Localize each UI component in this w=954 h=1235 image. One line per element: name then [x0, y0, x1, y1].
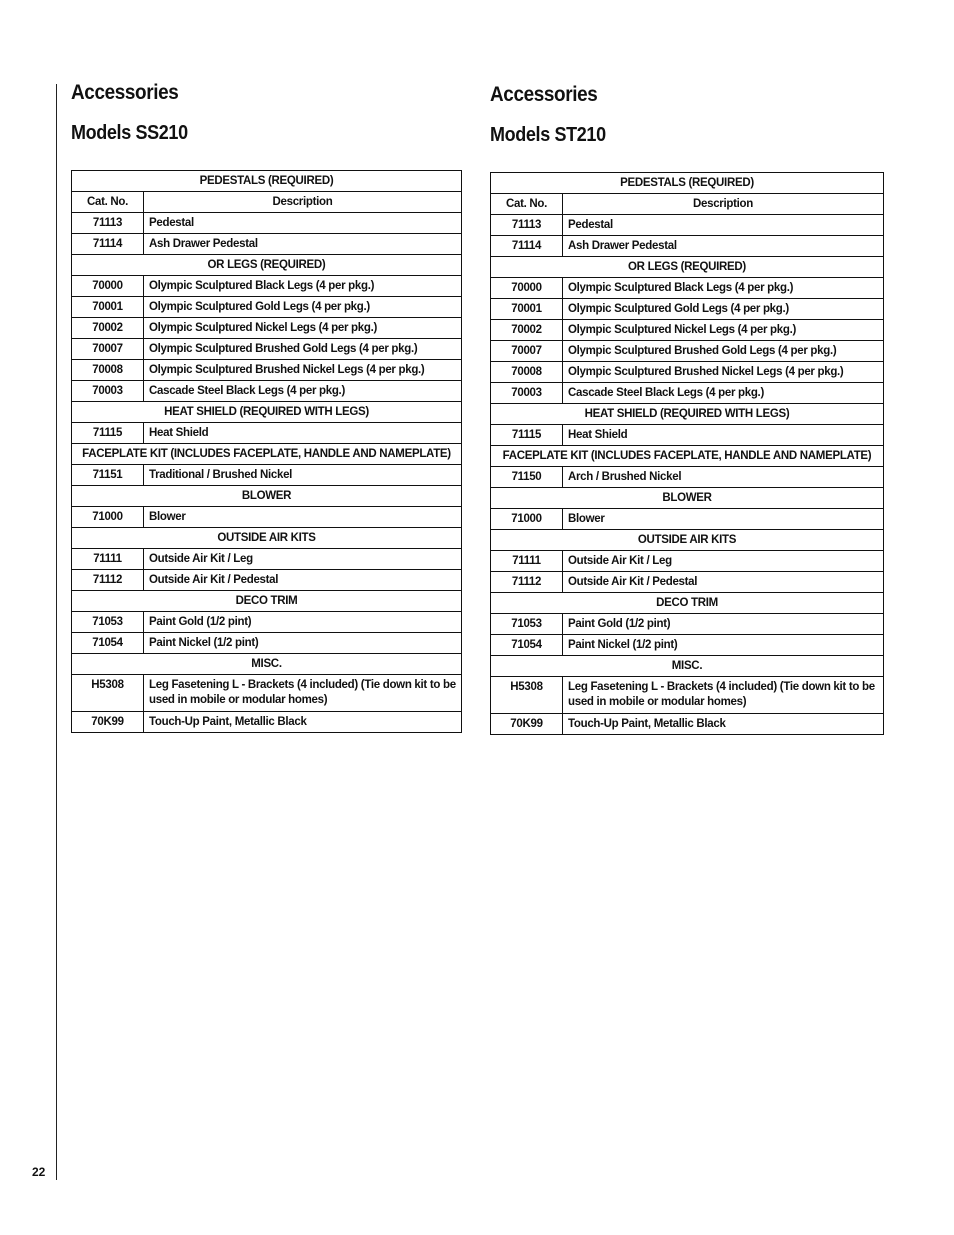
cat-no-cell: 71114	[491, 236, 563, 257]
cat-no-cell: 70K99	[72, 712, 144, 733]
cat-no-cell: 71115	[72, 423, 144, 444]
table-row	[491, 714, 884, 735]
section-header-row	[72, 171, 462, 192]
table-row	[491, 551, 884, 572]
description-cell: Ash Drawer Pedestal	[144, 234, 462, 255]
description-cell: Olympic Sculptured Brushed Gold Legs (4 per pkg.)	[563, 341, 884, 362]
description-header: Description	[144, 192, 462, 213]
section-header-row	[491, 404, 884, 425]
left-column	[71, 80, 462, 733]
description-cell: Olympic Sculptured Gold Legs (4 per pkg.)	[144, 297, 462, 318]
accessories-table	[71, 170, 462, 733]
table-row	[491, 215, 884, 236]
cat-no-cell: 71151	[72, 465, 144, 486]
section-header-row	[491, 173, 884, 194]
table-row	[72, 507, 462, 528]
models-heading: Models SS210	[71, 122, 188, 144]
table-row	[491, 383, 884, 404]
description-cell: Outside Air Kit / Leg	[144, 549, 462, 570]
cat-no-cell: 71113	[72, 213, 144, 234]
section-header: PEDESTALS (REQUIRED)	[72, 171, 462, 192]
table-row	[491, 278, 884, 299]
description-cell: Outside Air Kit / Leg	[563, 551, 884, 572]
cat-no-cell: 70K99	[491, 714, 563, 735]
column-header-row	[72, 192, 462, 213]
cat-no-cell: 70001	[491, 299, 563, 320]
accessories-table	[490, 172, 884, 735]
cat-no-header: Cat. No.	[72, 192, 144, 213]
section-header: OR LEGS (REQUIRED)	[491, 257, 884, 278]
description-cell: Olympic Sculptured Brushed Gold Legs (4 per pkg.)	[144, 339, 462, 360]
cat-no-cell: 71114	[72, 234, 144, 255]
cat-no-cell: H5308	[72, 675, 144, 712]
section-header-row	[491, 446, 884, 467]
description-cell: Cascade Steel Black Legs (4 per pkg.)	[563, 383, 884, 404]
cat-no-cell: 71054	[491, 635, 563, 656]
cat-no-cell: 71111	[72, 549, 144, 570]
margin-rule	[56, 84, 57, 1180]
right-column	[490, 82, 884, 735]
description-cell: Heat Shield	[144, 423, 462, 444]
cat-no-cell: 71054	[72, 633, 144, 654]
cat-no-cell: 71115	[491, 425, 563, 446]
table-row	[72, 633, 462, 654]
description-cell: Paint Gold (1/2 pint)	[563, 614, 884, 635]
cat-no-cell: 71113	[491, 215, 563, 236]
cat-no-cell: 71000	[72, 507, 144, 528]
description-cell: Olympic Sculptured Brushed Nickel Legs (4 per pkg.)	[563, 362, 884, 383]
table-row	[491, 614, 884, 635]
description-cell: Blower	[563, 509, 884, 530]
section-header: HEAT SHIELD (REQUIRED WITH LEGS)	[491, 404, 884, 425]
table-row	[72, 570, 462, 591]
description-cell: Olympic Sculptured Nickel Legs (4 per pkg.)	[144, 318, 462, 339]
cat-no-cell: 71112	[491, 572, 563, 593]
cat-no-cell: 70002	[491, 320, 563, 341]
description-cell: Outside Air Kit / Pedestal	[144, 570, 462, 591]
table-row	[72, 297, 462, 318]
table-row	[72, 549, 462, 570]
section-header: MISC.	[491, 656, 884, 677]
section-header: DECO TRIM	[72, 591, 462, 612]
table-row	[72, 381, 462, 402]
cat-no-cell: 70000	[72, 276, 144, 297]
cat-no-cell: 71053	[72, 612, 144, 633]
table-row	[491, 509, 884, 530]
table-row	[72, 360, 462, 381]
description-cell: Olympic Sculptured Brushed Nickel Legs (4 per pkg.)	[144, 360, 462, 381]
table-row	[72, 612, 462, 633]
table-row	[491, 677, 884, 714]
description-cell: Cascade Steel Black Legs (4 per pkg.)	[144, 381, 462, 402]
cat-no-cell: 70008	[72, 360, 144, 381]
table-row	[72, 276, 462, 297]
section-header: PEDESTALS (REQUIRED)	[491, 173, 884, 194]
description-cell: Blower	[144, 507, 462, 528]
section-header-row	[72, 486, 462, 507]
cat-no-header: Cat. No.	[491, 194, 563, 215]
table-row	[491, 467, 884, 488]
cat-no-cell: 70003	[72, 381, 144, 402]
page-number: 22	[32, 1165, 46, 1179]
cat-no-cell: 70007	[72, 339, 144, 360]
description-cell: Ash Drawer Pedestal	[563, 236, 884, 257]
table-row	[491, 299, 884, 320]
section-header: OR LEGS (REQUIRED)	[72, 255, 462, 276]
section-header: MISC.	[72, 654, 462, 675]
table-row	[491, 341, 884, 362]
cat-no-cell: H5308	[491, 677, 563, 714]
section-header: OUTSIDE AIR KITS	[491, 530, 884, 551]
section-header: FACEPLATE KIT (INCLUDES FACEPLATE, HANDLE AND NAMEPLATE)	[72, 444, 462, 465]
description-cell: Leg Fasetening L - Brackets (4 included) (Tie down kit to be used in mobile or modular homes)	[563, 677, 884, 714]
table-row	[72, 675, 462, 712]
section-header: OUTSIDE AIR KITS	[72, 528, 462, 549]
table-row	[491, 320, 884, 341]
cat-no-cell: 70000	[491, 278, 563, 299]
description-cell: Touch-Up Paint, Metallic Black	[563, 714, 884, 735]
table-row	[72, 339, 462, 360]
table-row	[72, 423, 462, 444]
cat-no-cell: 71053	[491, 614, 563, 635]
column-header-row	[491, 194, 884, 215]
section-header-row	[72, 255, 462, 276]
table-row	[72, 465, 462, 486]
description-cell: Paint Nickel (1/2 pint)	[563, 635, 884, 656]
table-row	[72, 318, 462, 339]
description-cell: Pedestal	[144, 213, 462, 234]
description-cell: Olympic Sculptured Black Legs (4 per pkg.)	[563, 278, 884, 299]
section-header-row	[72, 528, 462, 549]
section-header: DECO TRIM	[491, 593, 884, 614]
section-header-row	[491, 530, 884, 551]
section-header-row	[72, 402, 462, 423]
description-cell: Olympic Sculptured Gold Legs (4 per pkg.)	[563, 299, 884, 320]
description-cell: Heat Shield	[563, 425, 884, 446]
section-header: FACEPLATE KIT (INCLUDES FACEPLATE, HANDLE AND NAMEPLATE)	[491, 446, 884, 467]
section-header: BLOWER	[491, 488, 884, 509]
table-row	[72, 213, 462, 234]
description-cell: Arch / Brushed Nickel	[563, 467, 884, 488]
description-cell: Olympic Sculptured Nickel Legs (4 per pkg.)	[563, 320, 884, 341]
section-header-row	[491, 257, 884, 278]
description-cell: Olympic Sculptured Black Legs (4 per pkg.)	[144, 276, 462, 297]
section-header: BLOWER	[72, 486, 462, 507]
cat-no-cell: 70008	[491, 362, 563, 383]
table-row	[491, 362, 884, 383]
table-row	[491, 635, 884, 656]
section-header-row	[491, 593, 884, 614]
description-cell: Outside Air Kit / Pedestal	[563, 572, 884, 593]
description-cell: Touch-Up Paint, Metallic Black	[144, 712, 462, 733]
table-row	[491, 425, 884, 446]
cat-no-cell: 70001	[72, 297, 144, 318]
section-header-row	[491, 656, 884, 677]
section-header-row	[72, 654, 462, 675]
cat-no-cell: 71111	[491, 551, 563, 572]
section-header-row	[72, 591, 462, 612]
cat-no-cell: 71150	[491, 467, 563, 488]
table-row	[72, 234, 462, 255]
section-header-row	[72, 444, 462, 465]
section-title: Accessories	[490, 83, 598, 106]
cat-no-cell: 71000	[491, 509, 563, 530]
cat-no-cell: 70007	[491, 341, 563, 362]
section-title: Accessories	[71, 81, 179, 104]
table-row	[72, 712, 462, 733]
cat-no-cell: 71112	[72, 570, 144, 591]
section-header-row	[491, 488, 884, 509]
table-row	[491, 572, 884, 593]
models-heading: Models ST210	[490, 124, 606, 146]
cat-no-cell: 70003	[491, 383, 563, 404]
description-cell: Paint Nickel (1/2 pint)	[144, 633, 462, 654]
description-cell: Paint Gold (1/2 pint)	[144, 612, 462, 633]
description-header: Description	[563, 194, 884, 215]
table-row	[491, 236, 884, 257]
cat-no-cell: 70002	[72, 318, 144, 339]
description-cell: Leg Fasetening L - Brackets (4 included) (Tie down kit to be used in mobile or modular homes)	[144, 675, 462, 712]
description-cell: Pedestal	[563, 215, 884, 236]
section-header: HEAT SHIELD (REQUIRED WITH LEGS)	[72, 402, 462, 423]
description-cell: Traditional / Brushed Nickel	[144, 465, 462, 486]
